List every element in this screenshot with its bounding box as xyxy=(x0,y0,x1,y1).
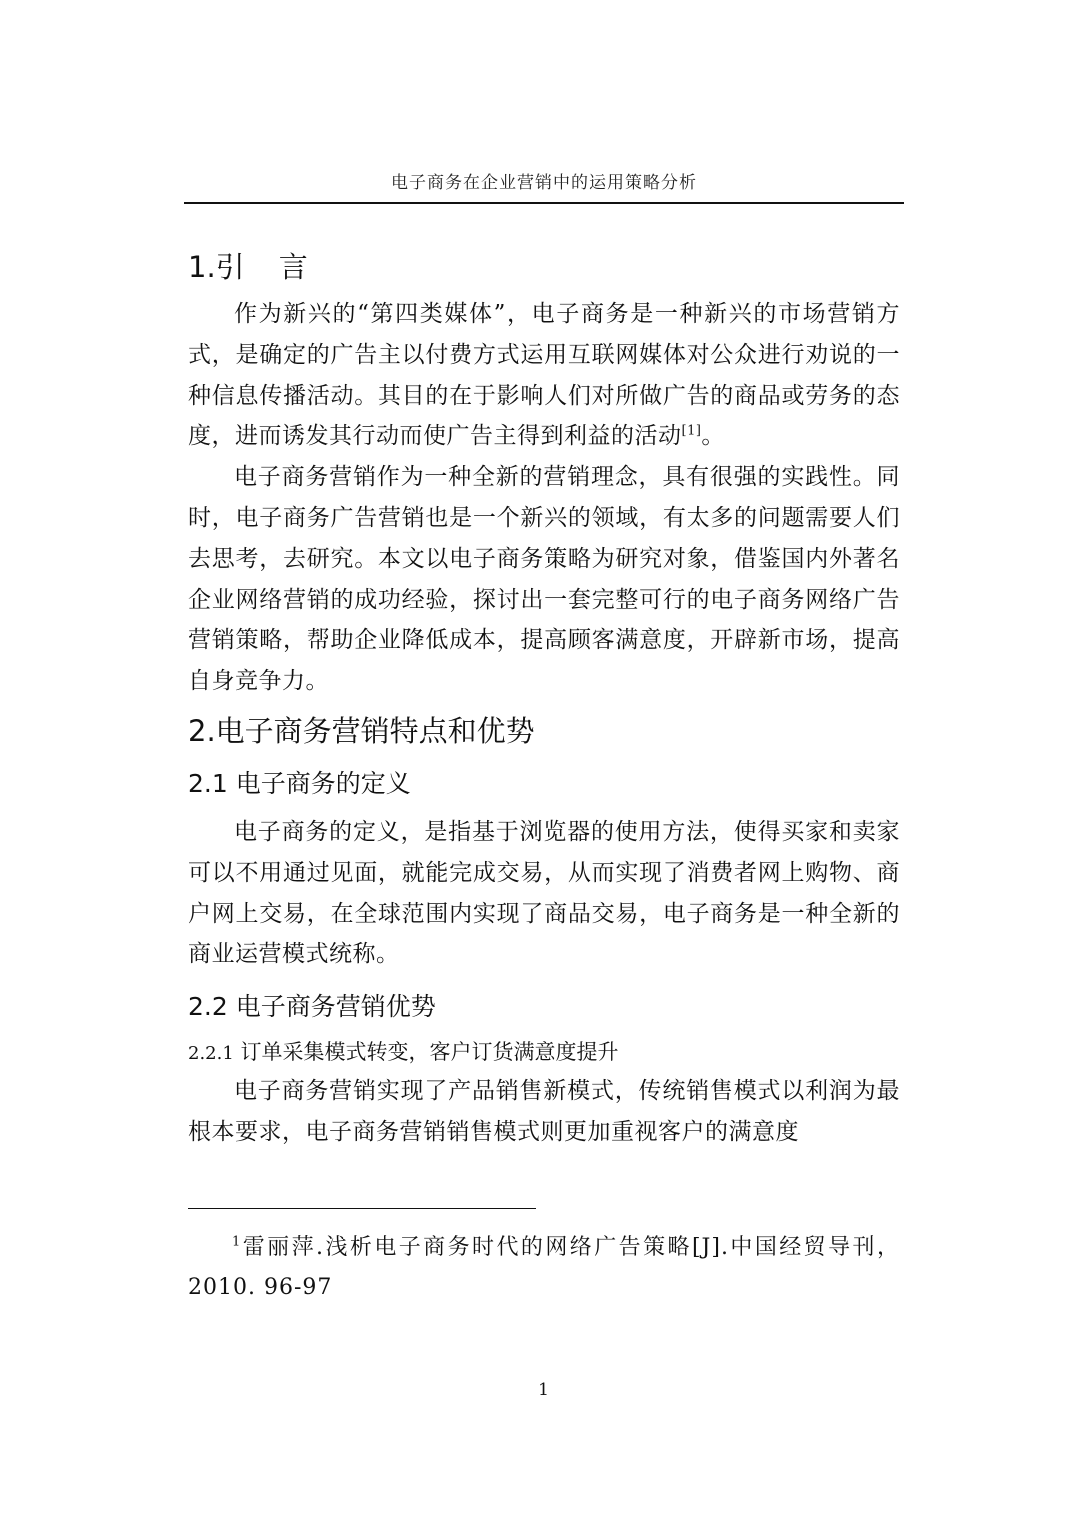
section-1-heading xyxy=(188,246,900,288)
section-2-1-heading: 2.1 电子商务的定义 xyxy=(188,768,411,798)
section-1-paragraph-1-end: 。 xyxy=(701,423,725,450)
header-rule xyxy=(184,202,904,204)
section-1-title-a: 引 xyxy=(215,250,245,284)
section-1-paragraph-1 xyxy=(188,294,900,457)
section-2-1-paragraph: 电子商务的定义，是指基于浏览器的使用方法，使得买家和卖家可以不用通过见面，就能完成交易，从而实现了消费者网上购物、商户网上交易，在全球范围内实现了商品交易，电子商务是一种全新的商业运营模式统称。 xyxy=(188,818,900,968)
footnote xyxy=(188,1228,900,1308)
running-header: 电子商务在企业营销中的运用策略分析 xyxy=(391,173,697,193)
section-2-2-1-paragraph: 电子商务营销实现了产品销售新模式，传统销售模式以利润为最根本要求，电子商务营销销售模式则更加重视客户的满意度 xyxy=(188,1078,900,1145)
page-number: 1 xyxy=(538,1380,549,1400)
section-1-paragraph-1-text: 作为新兴的“第四类媒体”，电子商务是一种新兴的市场营销方式，是确定的广告主以付费方式运用互联网媒体对公众进行劝说的一种信息传播活动。其目的在于影响人们对所做广告的商品或劳务的态度，进而诱发其行动而使广告主得到利益的活动 xyxy=(188,301,900,450)
section-2-2-1-heading xyxy=(188,1035,900,1071)
footnote-text: 雷丽萍.浅析电子商务时代的网络广告策略[J].中国经贸导刊，2010. 96-97 xyxy=(188,1235,900,1300)
section-1-title-b: 言 xyxy=(278,250,308,284)
section-2-2-1-number: 2.2.1 xyxy=(188,1043,234,1065)
section-1-paragraph-2: 电子商务营销作为一种全新的营销理念，具有很强的实践性。同时，电子商务广告营销也是一个新兴的领域，有太多的问题需要人们去思考，去研究。本文以电子商务策略为研究对象，借鉴国内外著名企业网络营销的成功经验，探讨出一套完整可行的电子商务网络广告营销策略，帮助企业降低成本，提高顾客满意度，开辟新市场，提高自身竞争力。 xyxy=(188,464,900,695)
citation-ref-1[interactable]: [1] xyxy=(681,423,702,439)
page-body xyxy=(188,246,900,1153)
section-2-2-1-title: 订单采集模式转变，客户订货满意度提升 xyxy=(233,1040,619,1065)
footnote-rule xyxy=(188,1208,536,1209)
section-2-2-heading: 2.2 电子商务营销优势 xyxy=(188,992,436,1022)
section-2-heading: 2.电子商务营销特点和优势 xyxy=(188,713,535,748)
section-1-number: 1. xyxy=(188,250,216,284)
footnote-marker: 1 xyxy=(232,1234,242,1250)
